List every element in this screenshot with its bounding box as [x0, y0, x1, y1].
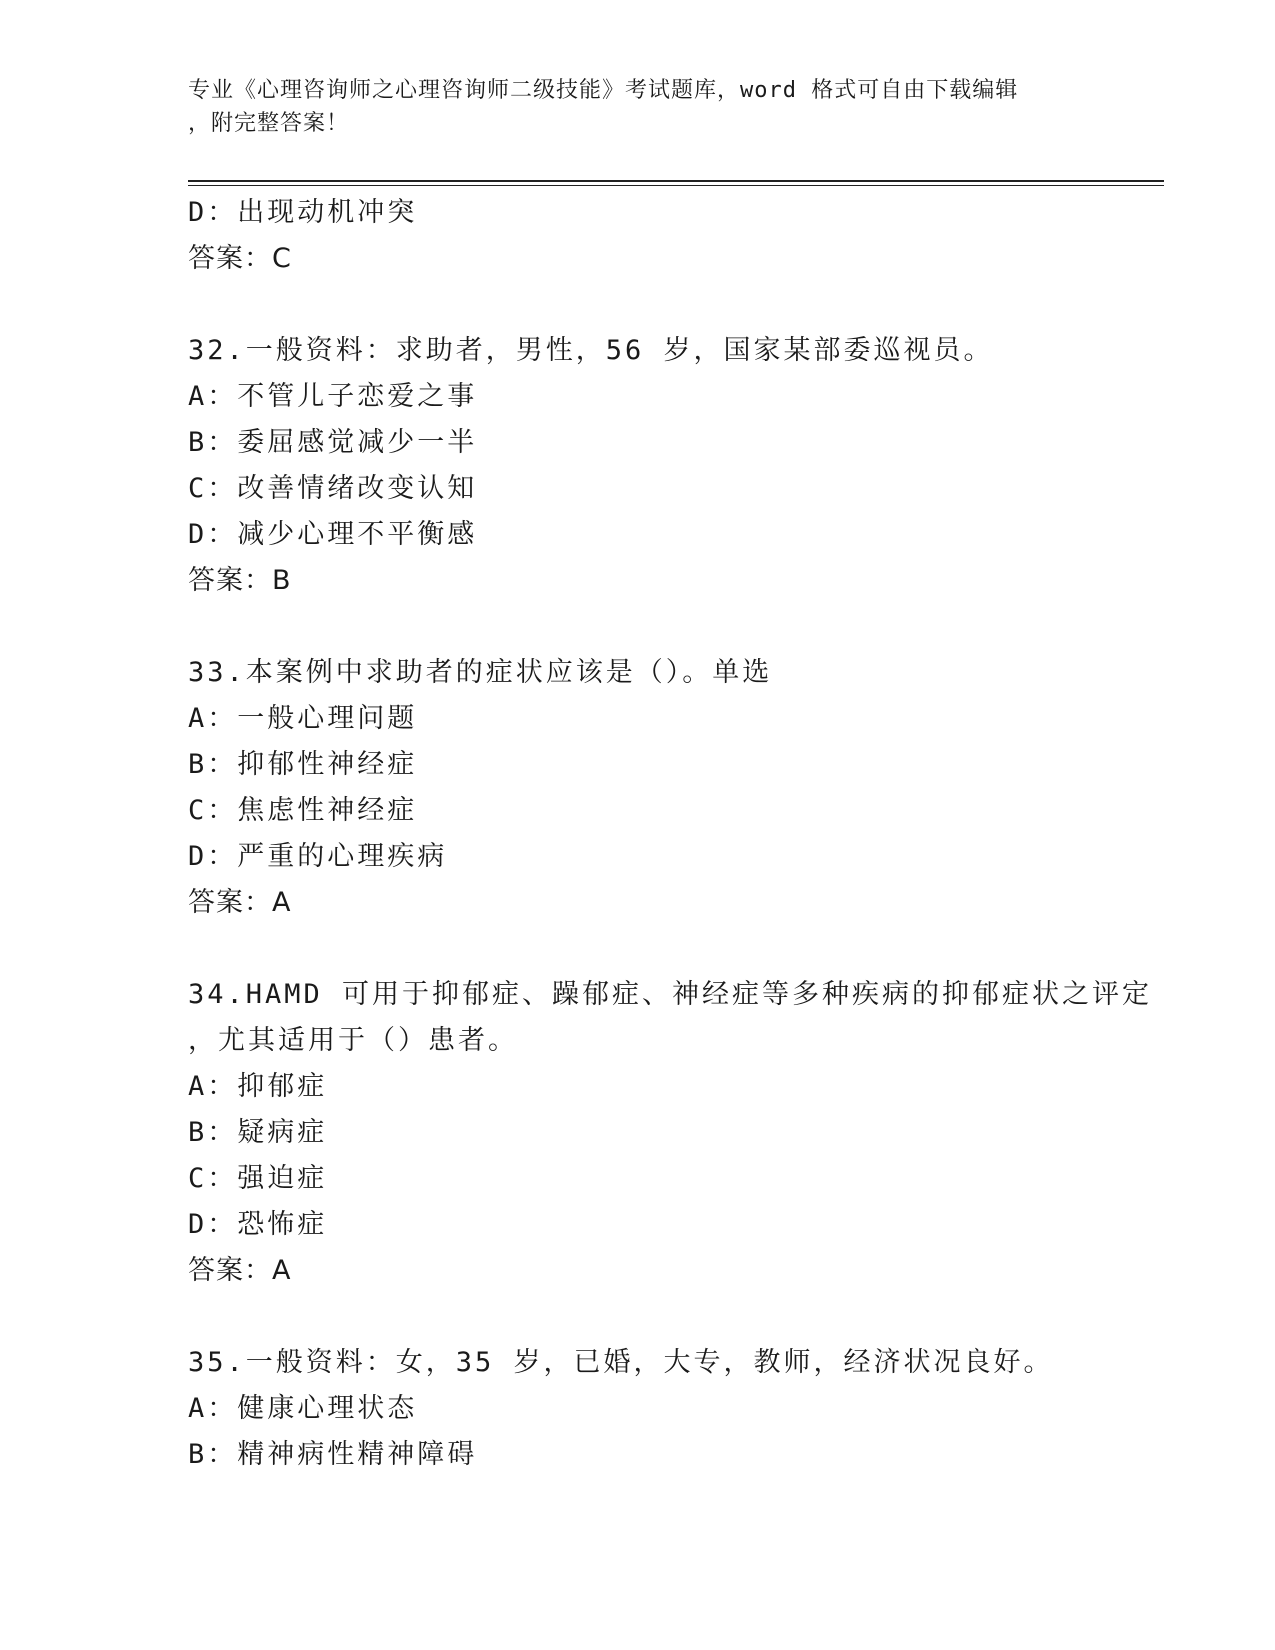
- question-spacer: [188, 1294, 1148, 1340]
- option-b: B：抑郁性神经症: [188, 749, 418, 780]
- option-c: C：改善情绪改变认知: [188, 473, 478, 504]
- continued-question-block: [188, 190, 1148, 282]
- header-title-line: 专业《心理咨询师之心理咨询师二级技能》考试题库，word 格式可自由下载编辑: [188, 78, 1019, 103]
- question-spacer: [188, 282, 1148, 328]
- question-block-34: [188, 972, 1153, 1294]
- option-d: D：恐怖症: [188, 1209, 328, 1240]
- question-block-33: [188, 650, 1148, 926]
- header-divider-thick: [188, 180, 1164, 182]
- question-stem: 35.一般资料：女，35 岁，已婚，大专，教师，经济状况良好。: [188, 1347, 1054, 1378]
- option-b: B：精神病性精神障碍: [188, 1439, 478, 1470]
- question-stem-continuation: ，尤其适用于（）患者。: [188, 1025, 518, 1056]
- header-title-continuation: ，附完整答案！: [188, 111, 350, 136]
- question-list: [188, 190, 1153, 1478]
- option-a: A：不管儿子恋爱之事: [188, 381, 478, 412]
- option-b: B：疑病症: [188, 1117, 328, 1148]
- option-d: D：减少心理不平衡感: [188, 519, 478, 550]
- option-a: A：健康心理状态: [188, 1393, 418, 1424]
- option-a: A：一般心理问题: [188, 703, 418, 734]
- answer-line: 答案：A: [188, 1255, 292, 1286]
- question-stem: 34.HAMD 可用于抑郁症、躁郁症、神经症等多种疾病的抑郁症状之评定: [188, 979, 1153, 1010]
- option-d: D：严重的心理疾病: [188, 841, 448, 872]
- question-stem: 32.一般资料：求助者，男性，56 岁，国家某部委巡视员。: [188, 335, 994, 366]
- question-block-32: [188, 328, 1148, 604]
- option-c: C：强迫症: [188, 1163, 328, 1194]
- question-spacer: [188, 926, 1148, 972]
- question-block-35: [188, 1340, 1148, 1478]
- question-spacer: [188, 604, 1148, 650]
- option-d: D：出现动机冲突: [188, 197, 418, 228]
- option-a: A：抑郁症: [188, 1071, 328, 1102]
- page-header: [188, 74, 1088, 140]
- option-c: C：焦虑性神经症: [188, 795, 418, 826]
- option-b: B：委屈感觉减少一半: [188, 427, 478, 458]
- answer-line: 答案：A: [188, 887, 292, 918]
- answer-line: 答案：C: [188, 243, 292, 274]
- header-divider-thin: [188, 185, 1164, 186]
- question-stem: 33.本案例中求助者的症状应该是（）。单选: [188, 657, 773, 688]
- answer-line: 答案：B: [188, 565, 292, 596]
